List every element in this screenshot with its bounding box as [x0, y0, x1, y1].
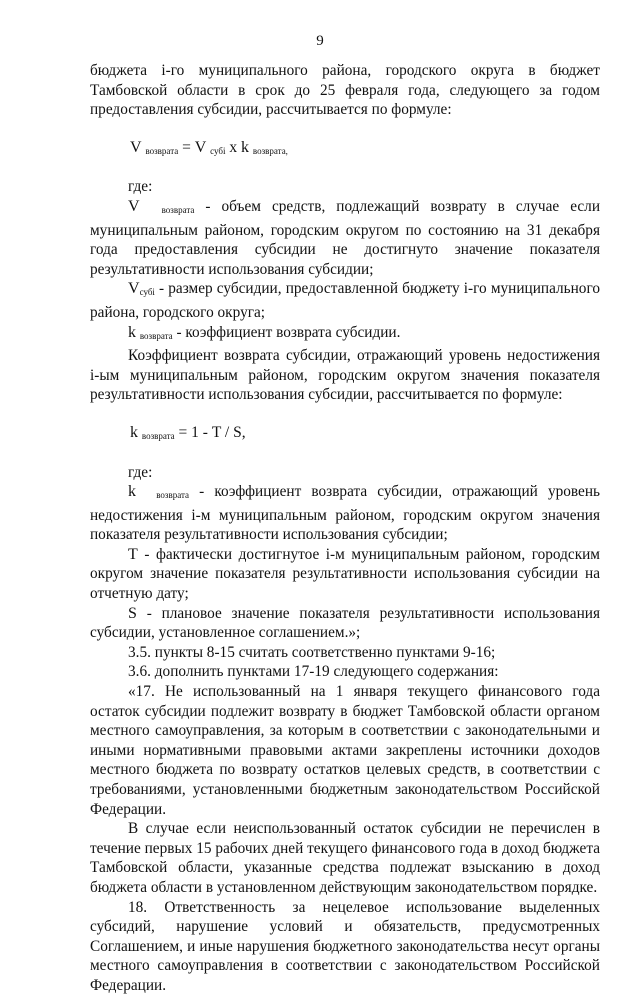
definition-text: - фактически достигнутое i-м муниципальным районом, городским округом значение показателя результативности использования субсидии на отчетную дату; [90, 545, 600, 603]
definition-symbol: V [128, 280, 140, 298]
definition-symbol: T [128, 545, 138, 563]
definition-symbol: V [128, 197, 140, 215]
definition-symbol: k [128, 323, 136, 341]
formula-expression: = 1 - T / S, [174, 423, 246, 441]
item-3-6: 3.6. дополнить пунктами 17-19 следующего содержания: [128, 663, 499, 681]
document-body [90, 61, 600, 996]
formula-subscript: субi [210, 145, 226, 156]
definition-s [90, 604, 600, 643]
formula-subscript: возврата, [252, 145, 288, 156]
formula-symbol: k [241, 138, 250, 156]
paragraph-intro: бюджета i-го муниципального района, городского округа в бюджет Тамбовской области в срок до 25 февраля года, следующего за годом предоставления субсидии, рассчитывается по формуле: [90, 62, 600, 119]
definition-text: - плановое значение показателя результативности использования субсидии, установленное соглашением.»; [90, 604, 600, 642]
definition-subscript: возврата [156, 490, 190, 501]
definition-subscript: возврата [161, 204, 195, 215]
definition-k-vozvrata-full [90, 482, 600, 545]
page-number: 9 [316, 33, 324, 49]
definition-symbol: k [128, 483, 136, 501]
definition-v-subi [90, 279, 600, 322]
definition-subscript: возврата [139, 330, 173, 341]
formula-subscript: возврата [145, 145, 179, 156]
formula-symbol: V [130, 138, 142, 156]
definition-text: - коэффициент возврата субсидии. [172, 323, 401, 341]
definition-text: - объем средств, подлежащий возврату в случае если муниципальным районом, городским округом по состоянию на 31 декабря года предоставления субсидии не достигнуто значение показателя результативности использования субсидии; [90, 197, 600, 278]
paragraph-case: В случае если неиспользованный остаток субсидии не перечислен в течение первых 15 рабочих дней текущего финансового года в доход бюджета Тамбовской области, указанные средства подлежат взысканию в доход бюджета области в установленном действующим законодательством порядке. [90, 820, 600, 896]
definition-subscript: субi [139, 287, 155, 298]
formula-operator: x [225, 138, 242, 156]
paragraph-coefficient: Коэффициент возврата субсидии, отражающий уровень недостижения i-ым муниципальным районом, городским округом значения показателя результативности использования субсидии, рассчитывается по формуле: [90, 347, 600, 404]
where-label: где: [128, 463, 153, 481]
item-3-5: 3.5. пункты 8-15 считать соответственно пунктами 9-16; [128, 643, 496, 661]
definition-t [90, 545, 600, 604]
definition-v-vozvrata [90, 197, 600, 279]
where-label: где: [128, 178, 153, 196]
formula-operator: = [178, 138, 195, 156]
definition-text: - размер субсидии, предоставленной бюджету i-го муниципального района, городского округа; [90, 280, 600, 321]
definition-symbol: S [128, 604, 137, 622]
formula-v-vozvrata [90, 138, 600, 162]
formula-symbol: k [130, 423, 138, 441]
definition-text: - коэффициент возврата субсидии, отражающий уровень недостижения i-м муниципальным районом, городским округом значения показателя результативности использования субсидии; [90, 483, 600, 544]
formula-symbol: V [194, 138, 207, 156]
paragraph-18: 18. Ответственность за нецелевое использование выделенных субсидий, нарушение условий и обязательств, предусмотренных Соглашением, и иные нарушения бюджетного законодательства несут органы местного самоуправления в соответствии с законодательством Российской Федерации. [90, 898, 600, 994]
formula-subscript: возврата [141, 430, 175, 441]
formula-k-vozvrata [90, 423, 600, 447]
paragraph-17: «17. Не использованный на 1 января текущего финансового года остаток субсидии подлежит возврату в бюджет Тамбовской области органом местного самоуправления, за которым в соответствии с законодательными и иными нормативными правовыми актами закреплены источники доходов местного бюджета по возврату остатков целевых средств, в соответствии с требованиями, установленными бюджетным законодательством Российской Федерации. [90, 683, 600, 818]
definition-k-vozvrata [90, 323, 600, 347]
